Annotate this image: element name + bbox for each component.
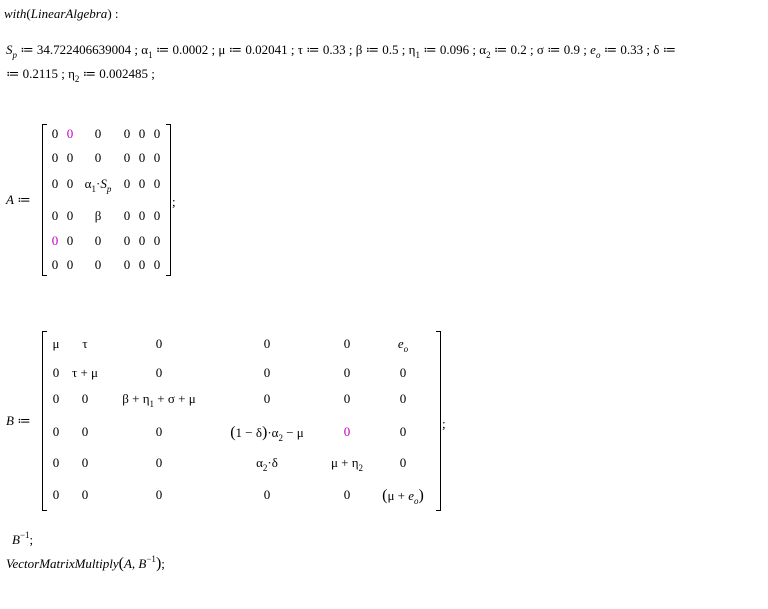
matrix-cell: 0 xyxy=(399,391,407,406)
matrix-cell: 0 xyxy=(52,424,60,439)
param-assignment: ≔ 0.2115 ; xyxy=(6,66,69,81)
matrix-cell: $\alpha_2\cdot\delta$ xyxy=(256,455,278,473)
matrix-cell: 0 xyxy=(123,208,131,223)
matrix-cell: 0 xyxy=(155,336,163,351)
matrix-cell: $e_o$ xyxy=(397,336,409,354)
matrix-cell: 0 xyxy=(66,208,74,223)
matrix-cell: 0 xyxy=(94,126,102,141)
matrix-cell: 0 xyxy=(66,126,74,141)
inverse-command[interactable]: $B^{-1}$; xyxy=(12,530,34,547)
matrix-cell: 0 xyxy=(263,336,271,351)
matrix-cell: τ + μ xyxy=(71,365,99,380)
matrix-cell: 0 xyxy=(263,365,271,380)
matrix-cell: $\mu + \eta_2$ xyxy=(330,455,364,473)
matrix-cell: 0 xyxy=(343,336,351,351)
matrix-cell: 0 xyxy=(51,176,59,191)
matrix-cell: 0 xyxy=(399,455,407,470)
matrix-cell: $(\mu + e_o)$ xyxy=(382,487,424,506)
matrix-cell: 0 xyxy=(52,391,60,406)
matrix-cell: 0 xyxy=(153,257,161,272)
matrix-a-end: ; xyxy=(172,194,176,209)
with-tail: ) : xyxy=(107,6,119,21)
param-assignment: δ ≔ xyxy=(653,42,677,57)
matrix-cell: 0 xyxy=(81,455,89,470)
param-assignment: $\eta_2$ ≔ 0.002485 ; xyxy=(68,66,155,84)
param-assignment: $S_p$ ≔ 34.722406639004 ; xyxy=(6,42,142,60)
matrix-a-label: A ≔ xyxy=(6,192,31,207)
matrix-cell: 0 xyxy=(138,233,146,248)
param-assignment: $\eta_1$ ≔ 0.096 ; xyxy=(408,42,480,60)
matrix-cell: 0 xyxy=(81,487,89,502)
matrix-cell: 0 xyxy=(399,424,407,439)
matrix-cell: 0 xyxy=(94,150,102,165)
matrix-cell: 0 xyxy=(94,257,102,272)
matrix-cell: $\alpha_1\cdot S_p$ xyxy=(84,176,112,194)
with-command[interactable]: with(LinearAlgebra) : xyxy=(4,6,119,21)
param-assignment: σ ≔ 0.9 ; xyxy=(536,42,591,57)
matrix-cell: β xyxy=(94,208,102,223)
matrix-cell: τ xyxy=(82,336,88,351)
matrix-a-left-bracket xyxy=(42,124,47,276)
matrix-cell: 0 xyxy=(51,257,59,272)
matrix-b-end: ; xyxy=(442,416,446,431)
matrix-cell: $(1 - \delta)\cdot\alpha_2 - \mu$ xyxy=(230,424,304,443)
param-assignment: $\alpha_1$ ≔ 0.0002 ; xyxy=(141,42,219,60)
matrix-cell: 0 xyxy=(153,150,161,165)
matrix-cell: 0 xyxy=(66,233,74,248)
matrix-cell: 0 xyxy=(52,455,60,470)
matrix-cell: 0 xyxy=(343,424,351,439)
matrix-cell: 0 xyxy=(153,233,161,248)
matrix-cell: 0 xyxy=(155,365,163,380)
matrix-cell: 0 xyxy=(123,233,131,248)
matrix-cell: 0 xyxy=(51,233,59,248)
matrix-b-left-bracket xyxy=(42,331,47,511)
param-assignment: $\alpha_2$ ≔ 0.2 ; xyxy=(479,42,537,60)
matrix-b-label: B ≔ xyxy=(6,413,31,428)
matrix-cell: 0 xyxy=(138,176,146,191)
matrix-cell: 0 xyxy=(51,208,59,223)
param-assignment: μ ≔ 0.02041 ; xyxy=(218,42,298,57)
matrix-cell: 0 xyxy=(153,126,161,141)
matrix-cell: 0 xyxy=(263,487,271,502)
matrix-cell: 0 xyxy=(343,365,351,380)
matrix-cell: 0 xyxy=(52,365,60,380)
parameter-assignments-line2[interactable] xyxy=(6,66,155,84)
matrix-cell: 0 xyxy=(138,150,146,165)
matrix-cell: 0 xyxy=(138,208,146,223)
matrix-cell: 0 xyxy=(123,126,131,141)
matrix-cell: $\beta + \eta_1 + \sigma + \mu$ xyxy=(122,391,196,409)
matrix-cell: 0 xyxy=(123,176,131,191)
vector-matrix-multiply-command[interactable]: VectorMatrixMultiply(A, $B^{-1}$); xyxy=(6,554,165,572)
matrix-cell: 0 xyxy=(138,126,146,141)
param-assignment: β ≔ 0.5 ; xyxy=(355,42,409,57)
with-arg: LinearAlgebra xyxy=(30,6,108,21)
matrix-cell: 0 xyxy=(51,126,59,141)
param-assignment: $e_o$ ≔ 0.33 ; xyxy=(590,42,654,60)
matrix-cell: 0 xyxy=(123,257,131,272)
with-fn: with xyxy=(4,6,27,21)
param-assignment: τ ≔ 0.33 ; xyxy=(297,42,356,57)
matrix-cell: 0 xyxy=(81,424,89,439)
matrix-cell: 0 xyxy=(51,150,59,165)
matrix-cell: 0 xyxy=(94,233,102,248)
matrix-cell: 0 xyxy=(66,176,74,191)
matrix-cell: 0 xyxy=(52,487,60,502)
matrix-cell: 0 xyxy=(123,150,131,165)
matrix-cell: 0 xyxy=(343,391,351,406)
matrix-cell: 0 xyxy=(153,208,161,223)
matrix-cell: 0 xyxy=(138,257,146,272)
matrix-cell: 0 xyxy=(155,424,163,439)
matrix-cell: 0 xyxy=(66,257,74,272)
matrix-a-right-bracket xyxy=(166,124,171,276)
matrix-b-right-bracket xyxy=(436,331,441,511)
matrix-cell: μ xyxy=(52,336,60,351)
matrix-cell: 0 xyxy=(155,487,163,502)
matrix-cell: 0 xyxy=(263,391,271,406)
matrix-cell: 0 xyxy=(399,365,407,380)
matrix-cell: 0 xyxy=(343,487,351,502)
parameter-assignments-line1[interactable] xyxy=(6,42,676,60)
matrix-cell: 0 xyxy=(66,150,74,165)
matrix-cell: 0 xyxy=(153,176,161,191)
matrix-cell: 0 xyxy=(81,391,89,406)
matrix-cell: 0 xyxy=(155,455,163,470)
